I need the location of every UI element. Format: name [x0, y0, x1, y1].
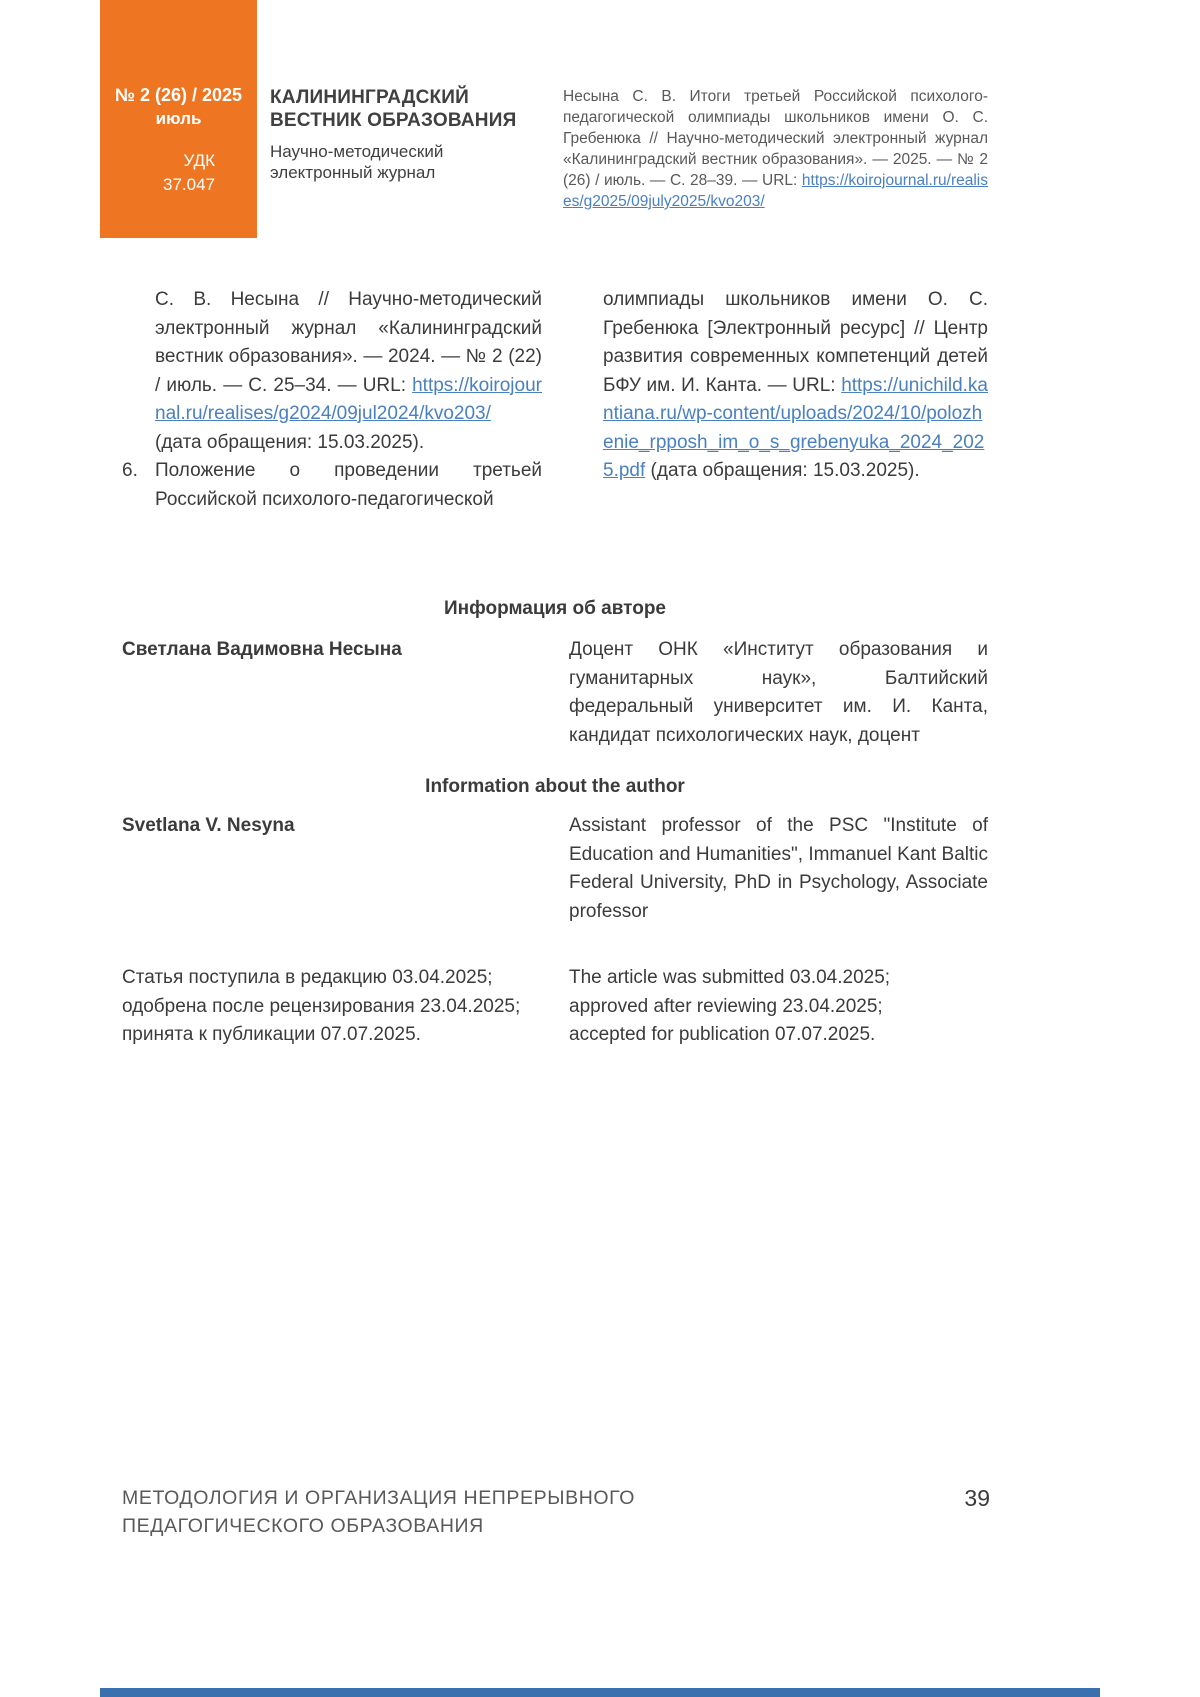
page-number: 39 [964, 1485, 990, 1511]
author-description-ru: Доцент ОНК «Институт образования и гуманитарных наук», Балтийский федеральный университет им. И. Канта, кандидат психологических наук, доцент [569, 639, 988, 746]
journal-subtitle-line1: Научно-методический [270, 142, 444, 161]
reference-6-marker: 6. [122, 460, 138, 481]
submission-en-line: approved after reviewing 23.04.2025; [569, 995, 883, 1017]
references-columns [122, 286, 988, 514]
citation-text: Несына С. В. Итоги третьей Российской психолого-педагогической олимпиады школьников имени О. С. Гребенюка // Научно-методический электронный журнал «Калининградский вестник образования». — 2025. — № 2 (26) / июль. — С. 28–39. — URL: [563, 88, 988, 189]
submission-ru-line: принята к публикации 07.07.2025. [122, 1024, 421, 1045]
journal-title-block [270, 86, 570, 183]
reference-5-text [155, 286, 542, 457]
author-row-ru [122, 636, 988, 750]
citation-url-link[interactable]: https://koirojournal.ru/realises/g2025/09july2025/kvo203/ [563, 172, 988, 210]
reference-6-tail: (дата обращения: 15.03.2025). [645, 460, 920, 481]
udk-value: 37.047 [163, 175, 215, 194]
reference-6-url-link[interactable]: https://unichild.kantiana.ru/wp-content/uploads/2024/10/polozhenie_rpposh_im_o_s_grebenyuka_2024_2025.pdf [603, 374, 988, 481]
issue-month: июль [155, 109, 202, 128]
submission-dates [122, 964, 988, 1050]
journal-title-line2: ВЕСТНИК ОБРАЗОВАНИЯ [270, 110, 517, 131]
reference-5-body: С. В. Несына // Научно-методический электронный журнал «Калининградский вестник образования». — 2024. — № 2 (22) / июль. — С. 25–34. — URL: [155, 289, 542, 396]
submission-ru-line: одобрена после рецензирования 23.04.2025; [122, 995, 521, 1017]
references-right-column [603, 286, 988, 514]
reference-item-5 [122, 286, 542, 457]
author-info-heading-ru: Информация об авторе [443, 598, 667, 619]
footer-section-title [122, 1484, 635, 1540]
reference-5-tail: (дата обращения: 15.03.2025). [155, 431, 425, 453]
udk-label: УДК [183, 151, 215, 170]
submission-ru-line: Статья поступила в редакцию 03.04.2025; [122, 967, 493, 988]
footer-section-line1: МЕТОДОЛОГИЯ И ОРГАНИЗАЦИЯ НЕПРЕРЫВНОГО [122, 1487, 635, 1509]
bottom-accent-bar [100, 1688, 1100, 1697]
issue-banner [100, 0, 257, 238]
author-info-heading-en: Information about the author [425, 776, 685, 797]
article-citation [563, 86, 988, 212]
author-name-ru: Светлана Вадимовна Несына [122, 639, 402, 660]
author-description-en: Assistant professor of the PSC "Institute of Education and Humanities", Immanuel Kant Baltic Federal University, PhD in Psychology, Associate professor [569, 815, 988, 922]
reference-5-url-link[interactable]: https://koirojournal.ru/realises/g2024/09jul2024/kvo203/ [155, 374, 542, 424]
submission-dates-ru [122, 964, 569, 1050]
reference-6-text-left: Положение о проведении третьей Российской психолого-педагогической [155, 460, 542, 510]
reference-item-6 [122, 457, 542, 514]
submission-dates-en [569, 964, 988, 1050]
issue-number: № 2 (26) / 2025 [114, 85, 243, 105]
reference-6-body: олимпиады школьников имени О. С. Гребенюка [Электронный ресурс] // Центр развития современных компетенций детей БФУ им. И. Канта. — URL: [603, 289, 988, 396]
author-name-en: Svetlana V. Nesyna [122, 815, 295, 836]
journal-title-line1: КАЛИНИНГРАДСКИЙ [270, 87, 470, 108]
journal-subtitle [270, 141, 570, 183]
references-left-column [122, 286, 542, 514]
footer-section-line2: ПЕДАГОГИЧЕСКОГО ОБРАЗОВАНИЯ [122, 1515, 484, 1537]
udk-block [100, 149, 257, 197]
submission-en-line: The article was submitted 03.04.2025; [569, 967, 891, 988]
page-footer [122, 1484, 990, 1540]
author-row-en [122, 812, 988, 926]
reference-6-text-right [603, 286, 988, 486]
journal-subtitle-line2: электронный журнал [270, 163, 436, 182]
submission-en-line: accepted for publication 07.07.2025. [569, 1024, 876, 1045]
